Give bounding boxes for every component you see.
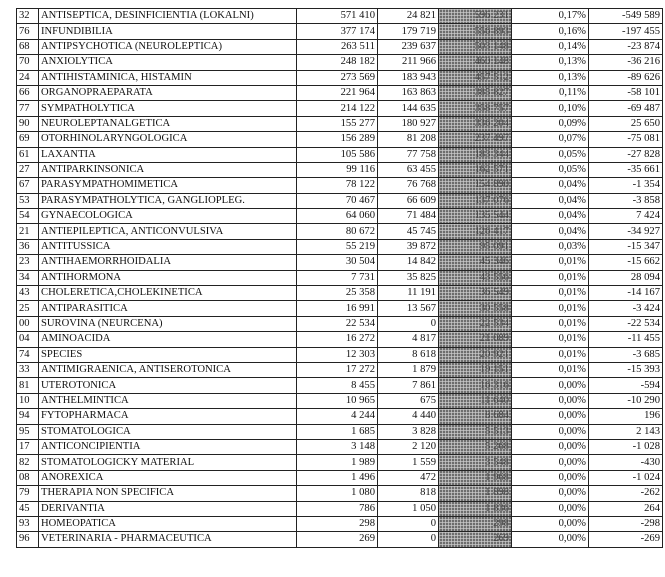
- cell-group-name: ANTIHISTAMINICA, HISTAMIN: [39, 70, 297, 85]
- cell-difference: -15 662: [589, 255, 663, 270]
- cell-code: 45: [17, 501, 39, 516]
- table-row: [17, 270, 663, 285]
- cell-value-2: 13 567: [378, 301, 439, 316]
- cell-percent: 0,10%: [512, 101, 589, 116]
- cell-group-name: ANTIPSYCHOTICA (NEUROLEPTICA): [39, 39, 297, 54]
- table-row: [17, 239, 663, 254]
- cell-group-name: SUROVINA (NEURCENA): [39, 316, 297, 331]
- cell-code: 27: [17, 162, 39, 177]
- cell-total-shaded: 19 151: [439, 362, 512, 377]
- cell-total-shaded: 11 640: [439, 393, 512, 408]
- cell-group-name: ANTIHAEMORRHOIDALIA: [39, 255, 297, 270]
- cell-value-2: 239 637: [378, 39, 439, 54]
- table-row: [17, 439, 663, 454]
- cell-code: 36: [17, 239, 39, 254]
- cell-total-shaded: 1 968: [439, 470, 512, 485]
- cell-code: 74: [17, 347, 39, 362]
- cell-total-shaded: 21 089: [439, 332, 512, 347]
- cell-value-1: 16 272: [297, 332, 378, 347]
- cell-group-name: ANTICONCIPIENTIA: [39, 439, 297, 454]
- cell-group-name: AMINOACIDA: [39, 332, 297, 347]
- cell-difference: 264: [589, 501, 663, 516]
- cell-total-shaded: 358 757: [439, 101, 512, 116]
- cell-group-name: ANTHELMINTICA: [39, 393, 297, 408]
- cell-total-shaded: 1 836: [439, 501, 512, 516]
- table-row: [17, 255, 663, 270]
- cell-value-2: 7 861: [378, 378, 439, 393]
- cell-difference: -298: [589, 516, 663, 531]
- cell-value-2: 2 120: [378, 439, 439, 454]
- cell-percent: 0,16%: [512, 24, 589, 39]
- cell-code: 43: [17, 286, 39, 301]
- cell-difference: -23 874: [589, 39, 663, 54]
- cell-difference: -58 101: [589, 85, 663, 100]
- cell-percent: 0,01%: [512, 362, 589, 377]
- cell-value-1: 273 569: [297, 70, 378, 85]
- cell-value-2: 1 879: [378, 362, 439, 377]
- cell-percent: 0,04%: [512, 178, 589, 193]
- table-row: [17, 24, 663, 39]
- cell-group-name: HOMEOPATICA: [39, 516, 297, 531]
- cell-value-1: 263 511: [297, 39, 378, 54]
- cell-difference: -262: [589, 486, 663, 501]
- cell-total-shaded: 22 534: [439, 316, 512, 331]
- cell-total-shaded: 137 076: [439, 193, 512, 208]
- cell-code: 70: [17, 55, 39, 70]
- cell-percent: 0,01%: [512, 255, 589, 270]
- cell-difference: -36 216: [589, 55, 663, 70]
- cell-total-shaded: 5 513: [439, 424, 512, 439]
- cell-value-2: 81 208: [378, 132, 439, 147]
- cell-percent: 0,00%: [512, 455, 589, 470]
- cell-code: 25: [17, 301, 39, 316]
- cell-group-name: ANOREXICA: [39, 470, 297, 485]
- cell-percent: 0,11%: [512, 85, 589, 100]
- table-row: [17, 224, 663, 239]
- cell-total-shaded: 154 890: [439, 178, 512, 193]
- table-row: [17, 162, 663, 177]
- cell-value-2: 35 825: [378, 270, 439, 285]
- cell-total-shaded: 30 558: [439, 301, 512, 316]
- cell-percent: 0,01%: [512, 347, 589, 362]
- cell-value-1: 25 358: [297, 286, 378, 301]
- cell-percent: 0,00%: [512, 409, 589, 424]
- cell-value-2: 77 758: [378, 147, 439, 162]
- cell-value-1: 1 496: [297, 470, 378, 485]
- cell-code: 81: [17, 378, 39, 393]
- cell-group-name: GYNAECOLOGICA: [39, 209, 297, 224]
- cell-total-shaded: 269: [439, 532, 512, 547]
- cell-code: 93: [17, 516, 39, 531]
- cell-value-2: 24 821: [378, 9, 439, 24]
- cell-difference: -197 455: [589, 24, 663, 39]
- cell-value-2: 71 484: [378, 209, 439, 224]
- cell-percent: 0,00%: [512, 393, 589, 408]
- table-row: [17, 316, 663, 331]
- table-row: [17, 286, 663, 301]
- cell-code: 53: [17, 193, 39, 208]
- cell-difference: -430: [589, 455, 663, 470]
- cell-value-2: 0: [378, 532, 439, 547]
- cell-value-1: 571 410: [297, 9, 378, 24]
- cell-value-1: 22 534: [297, 316, 378, 331]
- cell-group-name: PARASYMPATHOLYTICA, GANGLIOPLEG.: [39, 193, 297, 208]
- table-row: [17, 409, 663, 424]
- cell-value-2: 3 828: [378, 424, 439, 439]
- cell-percent: 0,14%: [512, 39, 589, 54]
- cell-total-shaded: 95 091: [439, 239, 512, 254]
- cell-difference: -22 534: [589, 316, 663, 331]
- cell-group-name: THERAPIA NON SPECIFICA: [39, 486, 297, 501]
- cell-code: 33: [17, 362, 39, 377]
- cell-value-2: 63 455: [378, 162, 439, 177]
- cell-code: 67: [17, 178, 39, 193]
- table-row: [17, 347, 663, 362]
- table-row: [17, 455, 663, 470]
- cell-percent: 0,00%: [512, 516, 589, 531]
- cell-code: 17: [17, 439, 39, 454]
- cell-value-2: 163 863: [378, 85, 439, 100]
- cell-total-shaded: 36 549: [439, 286, 512, 301]
- cell-percent: 0,00%: [512, 501, 589, 516]
- cell-difference: -549 589: [589, 9, 663, 24]
- cell-difference: -3 685: [589, 347, 663, 362]
- cell-total-shaded: 5 268: [439, 439, 512, 454]
- cell-percent: 0,09%: [512, 116, 589, 131]
- cell-total-shaded: 126 417: [439, 224, 512, 239]
- cell-code: 90: [17, 116, 39, 131]
- cell-value-2: 66 609: [378, 193, 439, 208]
- cell-code: 96: [17, 532, 39, 547]
- cell-difference: 2 143: [589, 424, 663, 439]
- cell-group-name: STOMATOLOGICKY MATERIAL: [39, 455, 297, 470]
- cell-difference: -75 081: [589, 132, 663, 147]
- cell-value-1: 269: [297, 532, 378, 547]
- cell-total-shaded: 336 204: [439, 116, 512, 131]
- cell-value-1: 221 964: [297, 85, 378, 100]
- cell-percent: 0,00%: [512, 532, 589, 547]
- cell-percent: 0,03%: [512, 239, 589, 254]
- cell-code: 24: [17, 70, 39, 85]
- cell-total-shaded: 457 512: [439, 70, 512, 85]
- cell-code: 34: [17, 270, 39, 285]
- cell-value-1: 12 303: [297, 347, 378, 362]
- cell-total-shaded: 8 684: [439, 409, 512, 424]
- cell-difference: -34 927: [589, 224, 663, 239]
- table-row: [17, 178, 663, 193]
- cell-value-1: 155 277: [297, 116, 378, 131]
- cell-total-shaded: 556 893: [439, 24, 512, 39]
- cell-value-2: 11 191: [378, 286, 439, 301]
- cell-total-shaded: 1 898: [439, 486, 512, 501]
- cell-value-1: 99 116: [297, 162, 378, 177]
- cell-group-name: SPECIES: [39, 347, 297, 362]
- data-table: [16, 8, 663, 548]
- cell-group-name: ANXIOLYTICA: [39, 55, 297, 70]
- cell-group-name: INFUNDIBILIA: [39, 24, 297, 39]
- cell-value-1: 30 504: [297, 255, 378, 270]
- table-row: [17, 55, 663, 70]
- cell-percent: 0,13%: [512, 70, 589, 85]
- cell-value-1: 3 148: [297, 439, 378, 454]
- cell-value-2: 211 966: [378, 55, 439, 70]
- cell-difference: 7 424: [589, 209, 663, 224]
- cell-group-name: ANTISEPTICA, DESINFICIENTIA (LOKALNI): [39, 9, 297, 24]
- cell-difference: -69 487: [589, 101, 663, 116]
- cell-total-shaded: 460 148: [439, 55, 512, 70]
- cell-code: 68: [17, 39, 39, 54]
- cell-total-shaded: 503 148: [439, 39, 512, 54]
- cell-value-2: 0: [378, 316, 439, 331]
- cell-value-2: 818: [378, 486, 439, 501]
- cell-value-1: 1 989: [297, 455, 378, 470]
- table-row: [17, 132, 663, 147]
- cell-code: 21: [17, 224, 39, 239]
- cell-percent: 0,00%: [512, 424, 589, 439]
- table-row: [17, 332, 663, 347]
- cell-difference: 25 650: [589, 116, 663, 131]
- cell-percent: 0,04%: [512, 193, 589, 208]
- cell-difference: -14 167: [589, 286, 663, 301]
- cell-percent: 0,00%: [512, 439, 589, 454]
- cell-difference: -3 424: [589, 301, 663, 316]
- cell-value-1: 1 080: [297, 486, 378, 501]
- cell-code: 94: [17, 409, 39, 424]
- cell-value-2: 45 745: [378, 224, 439, 239]
- table-row: [17, 470, 663, 485]
- cell-code: 10: [17, 393, 39, 408]
- table-row: [17, 424, 663, 439]
- cell-code: 54: [17, 209, 39, 224]
- cell-total-shaded: 237 497: [439, 132, 512, 147]
- cell-percent: 0,01%: [512, 286, 589, 301]
- cell-value-1: 156 289: [297, 132, 378, 147]
- cell-difference: 196: [589, 409, 663, 424]
- table-row: [17, 209, 663, 224]
- cell-difference: -35 661: [589, 162, 663, 177]
- cell-group-name: NEUROLEPTANALGETICA: [39, 116, 297, 131]
- cell-difference: -1 354: [589, 178, 663, 193]
- cell-code: 66: [17, 85, 39, 100]
- table-row: [17, 101, 663, 116]
- cell-code: 32: [17, 9, 39, 24]
- cell-difference: -10 290: [589, 393, 663, 408]
- cell-code: 00: [17, 316, 39, 331]
- cell-value-2: 180 927: [378, 116, 439, 131]
- cell-group-name: VETERINARIA - PHARMACEUTICA: [39, 532, 297, 547]
- cell-value-2: 179 719: [378, 24, 439, 39]
- cell-value-1: 16 991: [297, 301, 378, 316]
- cell-percent: 0,00%: [512, 378, 589, 393]
- cell-group-name: ANTITUSSICA: [39, 239, 297, 254]
- cell-total-shaded: 16 316: [439, 378, 512, 393]
- cell-group-name: CHOLERETICA,CHOLEKINETICA: [39, 286, 297, 301]
- cell-difference: -11 455: [589, 332, 663, 347]
- cell-value-1: 4 244: [297, 409, 378, 424]
- cell-value-1: 8 455: [297, 378, 378, 393]
- cell-value-1: 298: [297, 516, 378, 531]
- cell-percent: 0,05%: [512, 162, 589, 177]
- cell-difference: -3 858: [589, 193, 663, 208]
- cell-value-1: 7 731: [297, 270, 378, 285]
- table-row: [17, 85, 663, 100]
- cell-value-1: 80 672: [297, 224, 378, 239]
- cell-value-2: 675: [378, 393, 439, 408]
- cell-value-2: 1 050: [378, 501, 439, 516]
- cell-value-1: 214 122: [297, 101, 378, 116]
- cell-value-2: 39 872: [378, 239, 439, 254]
- table-row: [17, 39, 663, 54]
- cell-code: 95: [17, 424, 39, 439]
- cell-code: 82: [17, 455, 39, 470]
- cell-group-name: LAXANTIA: [39, 147, 297, 162]
- table-row: [17, 70, 663, 85]
- cell-value-1: 786: [297, 501, 378, 516]
- cell-group-name: UTEROTONICA: [39, 378, 297, 393]
- cell-group-name: DERIVANTIA: [39, 501, 297, 516]
- table-body: [17, 9, 663, 548]
- cell-total-shaded: 385 827: [439, 85, 512, 100]
- table-row: [17, 532, 663, 547]
- cell-percent: 0,00%: [512, 486, 589, 501]
- cell-group-name: OTORHINOLARYNGOLOGICA: [39, 132, 297, 147]
- cell-value-1: 248 182: [297, 55, 378, 70]
- cell-code: 04: [17, 332, 39, 347]
- cell-code: 08: [17, 470, 39, 485]
- cell-percent: 0,05%: [512, 147, 589, 162]
- cell-code: 23: [17, 255, 39, 270]
- table-row: [17, 393, 663, 408]
- document-page: [16, 8, 662, 548]
- cell-group-name: ANTIEPILEPTICA, ANTICONVULSIVA: [39, 224, 297, 239]
- cell-percent: 0,01%: [512, 270, 589, 285]
- cell-value-2: 14 842: [378, 255, 439, 270]
- cell-group-name: FYTOPHARMACA: [39, 409, 297, 424]
- cell-percent: 0,01%: [512, 301, 589, 316]
- cell-percent: 0,01%: [512, 316, 589, 331]
- cell-total-shaded: 183 344: [439, 147, 512, 162]
- cell-group-name: ANTIHORMONA: [39, 270, 297, 285]
- cell-difference: -15 393: [589, 362, 663, 377]
- cell-code: 79: [17, 486, 39, 501]
- cell-value-2: 4 440: [378, 409, 439, 424]
- cell-value-1: 1 685: [297, 424, 378, 439]
- cell-group-name: ORGANOPRAEPARATA: [39, 85, 297, 100]
- cell-percent: 0,01%: [512, 332, 589, 347]
- cell-difference: -15 347: [589, 239, 663, 254]
- cell-percent: 0,00%: [512, 470, 589, 485]
- cell-difference: -27 828: [589, 147, 663, 162]
- table-row: [17, 501, 663, 516]
- table-row: [17, 378, 663, 393]
- cell-group-name: PARASYMPATHOMIMETICA: [39, 178, 297, 193]
- cell-value-2: 472: [378, 470, 439, 485]
- cell-value-2: 8 618: [378, 347, 439, 362]
- cell-value-2: 0: [378, 516, 439, 531]
- cell-code: 69: [17, 132, 39, 147]
- cell-group-name: ANTIMIGRAENICA, ANTISEROTONICA: [39, 362, 297, 377]
- cell-total-shaded: 20 921: [439, 347, 512, 362]
- cell-value-1: 10 965: [297, 393, 378, 408]
- cell-percent: 0,17%: [512, 9, 589, 24]
- table-row: [17, 9, 663, 24]
- table-row: [17, 516, 663, 531]
- cell-total-shaded: 135 544: [439, 209, 512, 224]
- table-row: [17, 193, 663, 208]
- cell-value-2: 76 768: [378, 178, 439, 193]
- table-row: [17, 301, 663, 316]
- cell-value-2: 1 559: [378, 455, 439, 470]
- cell-value-1: 55 219: [297, 239, 378, 254]
- cell-value-2: 4 817: [378, 332, 439, 347]
- cell-total-shaded: 298: [439, 516, 512, 531]
- cell-value-1: 70 467: [297, 193, 378, 208]
- cell-value-2: 183 943: [378, 70, 439, 85]
- cell-total-shaded: 3 548: [439, 455, 512, 470]
- table-row: [17, 362, 663, 377]
- cell-value-1: 105 586: [297, 147, 378, 162]
- table-row: [17, 116, 663, 131]
- cell-difference: -89 626: [589, 70, 663, 85]
- cell-difference: -269: [589, 532, 663, 547]
- cell-difference: 28 094: [589, 270, 663, 285]
- cell-value-1: 78 122: [297, 178, 378, 193]
- cell-value-1: 64 060: [297, 209, 378, 224]
- cell-value-2: 144 635: [378, 101, 439, 116]
- cell-group-name: ANTIPARASITICA: [39, 301, 297, 316]
- cell-group-name: SYMPATHOLYTICA: [39, 101, 297, 116]
- cell-total-shaded: 43 556: [439, 270, 512, 285]
- cell-difference: -1 024: [589, 470, 663, 485]
- cell-difference: -1 028: [589, 439, 663, 454]
- cell-percent: 0,13%: [512, 55, 589, 70]
- cell-percent: 0,07%: [512, 132, 589, 147]
- cell-value-1: 17 272: [297, 362, 378, 377]
- cell-difference: -594: [589, 378, 663, 393]
- cell-percent: 0,04%: [512, 209, 589, 224]
- cell-total-shaded: 596 231: [439, 9, 512, 24]
- table-row: [17, 486, 663, 501]
- cell-code: 76: [17, 24, 39, 39]
- cell-value-1: 377 174: [297, 24, 378, 39]
- cell-code: 61: [17, 147, 39, 162]
- cell-total-shaded: 45 346: [439, 255, 512, 270]
- cell-percent: 0,04%: [512, 224, 589, 239]
- cell-code: 77: [17, 101, 39, 116]
- cell-group-name: ANTIPARKINSONICA: [39, 162, 297, 177]
- cell-total-shaded: 162 571: [439, 162, 512, 177]
- cell-group-name: STOMATOLOGICA: [39, 424, 297, 439]
- table-row: [17, 147, 663, 162]
